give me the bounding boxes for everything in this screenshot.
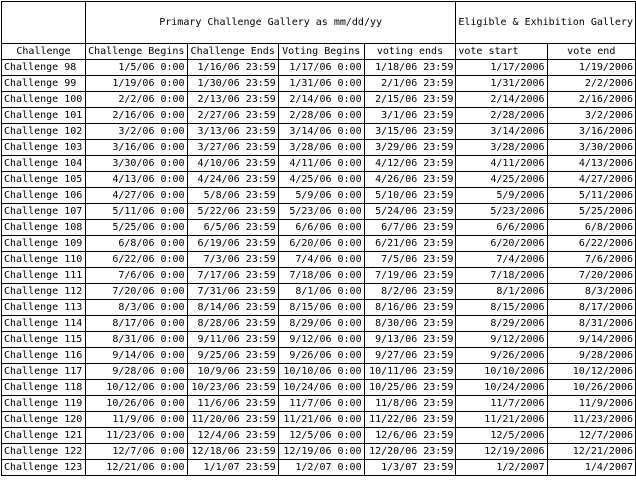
voting-begins-cell: 11/7/06 0:00 xyxy=(278,396,364,412)
voting-ends-cell: 11/22/06 23:59 xyxy=(364,412,456,428)
challenge-name-cell: Challenge 101 xyxy=(2,108,86,124)
voting-ends-cell: 7/19/06 23:59 xyxy=(364,268,456,284)
vote-start-cell: 3/28/2006 xyxy=(456,140,547,156)
vote-start-cell: 10/24/2006 xyxy=(456,380,547,396)
challenge-ends-cell: 1/1/07 23:59 xyxy=(187,460,278,476)
challenge-name-cell: Challenge 109 xyxy=(2,236,86,252)
group-header-row xyxy=(2,2,636,44)
column-header-row xyxy=(2,44,636,60)
vote-end-cell: 9/28/2006 xyxy=(547,348,635,364)
vote-start-cell: 1/31/2006 xyxy=(456,76,547,92)
challenge-ends-cell: 1/30/06 23:59 xyxy=(187,76,278,92)
table-row xyxy=(2,364,636,380)
voting-begins-cell: 11/21/06 0:00 xyxy=(278,412,364,428)
challenge-ends-cell: 9/25/06 23:59 xyxy=(187,348,278,364)
table-row xyxy=(2,268,636,284)
challenge-ends-cell: 4/24/06 23:59 xyxy=(187,172,278,188)
challenge-begins-cell: 4/27/06 0:00 xyxy=(85,188,187,204)
challenge-begins-cell: 7/20/06 0:00 xyxy=(85,284,187,300)
vote-end-cell: 3/16/2006 xyxy=(547,124,635,140)
voting-ends-cell: 3/29/06 23:59 xyxy=(364,140,456,156)
voting-ends-cell: 3/15/06 23:59 xyxy=(364,124,456,140)
vote-start-cell: 1/17/2006 xyxy=(456,60,547,76)
vote-start-cell: 8/15/2006 xyxy=(456,300,547,316)
table-row xyxy=(2,284,636,300)
vote-end-cell: 8/3/2006 xyxy=(547,284,635,300)
vote-end-cell: 12/7/2006 xyxy=(547,428,635,444)
challenge-name-cell: Challenge 115 xyxy=(2,332,86,348)
voting-begins-cell: 1/31/06 0:00 xyxy=(278,76,364,92)
challenge-name-cell: Challenge 103 xyxy=(2,140,86,156)
challenge-schedule-table xyxy=(1,1,636,476)
voting-begins-cell: 8/29/06 0:00 xyxy=(278,316,364,332)
voting-ends-cell: 8/30/06 23:59 xyxy=(364,316,456,332)
challenge-name-cell: Challenge 100 xyxy=(2,92,86,108)
challenge-ends-cell: 10/23/06 23:59 xyxy=(187,380,278,396)
voting-ends-cell: 4/12/06 23:59 xyxy=(364,156,456,172)
voting-begins-cell: 1/17/06 0:00 xyxy=(278,60,364,76)
voting-ends-cell: 2/1/06 23:59 xyxy=(364,76,456,92)
voting-ends-cell: 12/20/06 23:59 xyxy=(364,444,456,460)
vote-end-cell: 2/16/2006 xyxy=(547,92,635,108)
challenge-begins-cell: 9/28/06 0:00 xyxy=(85,364,187,380)
table-row xyxy=(2,396,636,412)
voting-ends-cell: 4/26/06 23:59 xyxy=(364,172,456,188)
voting-begins-cell: 12/19/06 0:00 xyxy=(278,444,364,460)
table-row xyxy=(2,332,636,348)
vote-start-cell: 5/23/2006 xyxy=(456,204,547,220)
voting-ends-cell: 10/11/06 23:59 xyxy=(364,364,456,380)
voting-begins-cell: 8/15/06 0:00 xyxy=(278,300,364,316)
voting-ends-cell: 1/3/07 23:59 xyxy=(364,460,456,476)
table-row xyxy=(2,252,636,268)
vote-start-cell: 4/11/2006 xyxy=(456,156,547,172)
challenge-name-cell: Challenge 118 xyxy=(2,380,86,396)
challenge-ends-cell: 11/6/06 23:59 xyxy=(187,396,278,412)
challenge-name-cell: Challenge 111 xyxy=(2,268,86,284)
vote-start-cell: 9/12/2006 xyxy=(456,332,547,348)
challenge-name-cell: Challenge 105 xyxy=(2,172,86,188)
challenge-ends-cell: 5/8/06 23:59 xyxy=(187,188,278,204)
challenge-begins-cell: 9/14/06 0:00 xyxy=(85,348,187,364)
col-header-vote-start: vote start xyxy=(456,44,547,60)
vote-start-cell: 10/10/2006 xyxy=(456,364,547,380)
vote-start-cell: 3/14/2006 xyxy=(456,124,547,140)
challenge-begins-cell: 3/16/06 0:00 xyxy=(85,140,187,156)
table-row xyxy=(2,108,636,124)
challenge-ends-cell: 5/22/06 23:59 xyxy=(187,204,278,220)
voting-ends-cell: 5/10/06 23:59 xyxy=(364,188,456,204)
table-row xyxy=(2,316,636,332)
challenge-name-cell: Challenge 121 xyxy=(2,428,86,444)
vote-end-cell: 8/17/2006 xyxy=(547,300,635,316)
challenge-ends-cell: 12/4/06 23:59 xyxy=(187,428,278,444)
table-row xyxy=(2,380,636,396)
table-row xyxy=(2,172,636,188)
vote-start-cell: 7/4/2006 xyxy=(456,252,547,268)
challenge-begins-cell: 2/16/06 0:00 xyxy=(85,108,187,124)
challenge-name-cell: Challenge 114 xyxy=(2,316,86,332)
voting-ends-cell: 1/18/06 23:59 xyxy=(364,60,456,76)
table-row xyxy=(2,188,636,204)
voting-begins-cell: 10/24/06 0:00 xyxy=(278,380,364,396)
challenge-name-cell: Challenge 116 xyxy=(2,348,86,364)
primary-gallery-header: Primary Challenge Gallery as mm/dd/yy xyxy=(85,2,455,44)
col-header-voting-begins: Voting Begins xyxy=(278,44,364,60)
challenge-begins-cell: 2/2/06 0:00 xyxy=(85,92,187,108)
voting-ends-cell: 12/6/06 23:59 xyxy=(364,428,456,444)
challenge-ends-cell: 10/9/06 23:59 xyxy=(187,364,278,380)
table-row xyxy=(2,92,636,108)
voting-ends-cell: 11/8/06 23:59 xyxy=(364,396,456,412)
challenge-begins-cell: 11/9/06 0:00 xyxy=(85,412,187,428)
challenge-ends-cell: 3/27/06 23:59 xyxy=(187,140,278,156)
challenge-ends-cell: 2/27/06 23:59 xyxy=(187,108,278,124)
vote-end-cell: 10/26/2006 xyxy=(547,380,635,396)
challenge-name-cell: Challenge 119 xyxy=(2,396,86,412)
challenge-begins-cell: 8/3/06 0:00 xyxy=(85,300,187,316)
challenge-begins-cell: 7/6/06 0:00 xyxy=(85,268,187,284)
challenge-begins-cell: 6/8/06 0:00 xyxy=(85,236,187,252)
vote-start-cell: 12/19/2006 xyxy=(456,444,547,460)
challenge-name-cell: Challenge 110 xyxy=(2,252,86,268)
voting-begins-cell: 3/14/06 0:00 xyxy=(278,124,364,140)
vote-start-cell: 11/21/2006 xyxy=(456,412,547,428)
challenge-ends-cell: 7/17/06 23:59 xyxy=(187,268,278,284)
challenge-begins-cell: 1/5/06 0:00 xyxy=(85,60,187,76)
challenge-begins-cell: 6/22/06 0:00 xyxy=(85,252,187,268)
vote-end-cell: 7/6/2006 xyxy=(547,252,635,268)
voting-ends-cell: 7/5/06 23:59 xyxy=(364,252,456,268)
challenge-begins-cell: 11/23/06 0:00 xyxy=(85,428,187,444)
vote-end-cell: 10/12/2006 xyxy=(547,364,635,380)
vote-start-cell: 8/1/2006 xyxy=(456,284,547,300)
voting-ends-cell: 6/21/06 23:59 xyxy=(364,236,456,252)
voting-ends-cell: 5/24/06 23:59 xyxy=(364,204,456,220)
voting-begins-cell: 3/28/06 0:00 xyxy=(278,140,364,156)
vote-start-cell: 12/5/2006 xyxy=(456,428,547,444)
table-row xyxy=(2,236,636,252)
col-header-vote-end: vote end xyxy=(547,44,635,60)
voting-ends-cell: 10/25/06 23:59 xyxy=(364,380,456,396)
col-header-voting-ends: voting ends xyxy=(364,44,456,60)
vote-end-cell: 11/9/2006 xyxy=(547,396,635,412)
challenge-ends-cell: 7/31/06 23:59 xyxy=(187,284,278,300)
voting-ends-cell: 8/2/06 23:59 xyxy=(364,284,456,300)
voting-begins-cell: 9/12/06 0:00 xyxy=(278,332,364,348)
challenge-ends-cell: 8/28/06 23:59 xyxy=(187,316,278,332)
vote-start-cell: 6/6/2006 xyxy=(456,220,547,236)
voting-begins-cell: 8/1/06 0:00 xyxy=(278,284,364,300)
challenge-ends-cell: 8/14/06 23:59 xyxy=(187,300,278,316)
challenge-begins-cell: 1/19/06 0:00 xyxy=(85,76,187,92)
challenge-name-cell: Challenge 117 xyxy=(2,364,86,380)
challenge-ends-cell: 9/11/06 23:59 xyxy=(187,332,278,348)
challenge-begins-cell: 8/31/06 0:00 xyxy=(85,332,187,348)
vote-end-cell: 4/13/2006 xyxy=(547,156,635,172)
table-row xyxy=(2,156,636,172)
vote-end-cell: 8/31/2006 xyxy=(547,316,635,332)
table-row xyxy=(2,428,636,444)
table-row xyxy=(2,204,636,220)
voting-begins-cell: 4/25/06 0:00 xyxy=(278,172,364,188)
challenge-ends-cell: 6/5/06 23:59 xyxy=(187,220,278,236)
challenge-name-cell: Challenge 113 xyxy=(2,300,86,316)
eligible-gallery-header: Eligible & Exhibition Gallery xyxy=(456,2,636,44)
challenge-ends-cell: 11/20/06 23:59 xyxy=(187,412,278,428)
challenge-ends-cell: 2/13/06 23:59 xyxy=(187,92,278,108)
challenge-ends-cell: 4/10/06 23:59 xyxy=(187,156,278,172)
challenge-begins-cell: 3/30/06 0:00 xyxy=(85,156,187,172)
table-row xyxy=(2,444,636,460)
vote-end-cell: 5/25/2006 xyxy=(547,204,635,220)
voting-ends-cell: 9/13/06 23:59 xyxy=(364,332,456,348)
voting-begins-cell: 7/4/06 0:00 xyxy=(278,252,364,268)
vote-end-cell: 6/22/2006 xyxy=(547,236,635,252)
vote-start-cell: 2/14/2006 xyxy=(456,92,547,108)
col-header-challenge-begins: Challenge Begins xyxy=(85,44,187,60)
challenge-name-cell: Challenge 104 xyxy=(2,156,86,172)
voting-ends-cell: 2/15/06 23:59 xyxy=(364,92,456,108)
challenge-begins-cell: 5/11/06 0:00 xyxy=(85,204,187,220)
challenge-name-cell: Challenge 123 xyxy=(2,460,86,476)
vote-end-cell: 7/20/2006 xyxy=(547,268,635,284)
vote-end-cell: 12/21/2006 xyxy=(547,444,635,460)
table-row xyxy=(2,300,636,316)
challenge-begins-cell: 12/7/06 0:00 xyxy=(85,444,187,460)
challenge-ends-cell: 7/3/06 23:59 xyxy=(187,252,278,268)
voting-begins-cell: 1/2/07 0:00 xyxy=(278,460,364,476)
voting-ends-cell: 9/27/06 23:59 xyxy=(364,348,456,364)
voting-ends-cell: 8/16/06 23:59 xyxy=(364,300,456,316)
vote-end-cell: 5/11/2006 xyxy=(547,188,635,204)
challenge-name-cell: Challenge 122 xyxy=(2,444,86,460)
vote-start-cell: 6/20/2006 xyxy=(456,236,547,252)
vote-end-cell: 3/2/2006 xyxy=(547,108,635,124)
col-header-challenge-ends: Challenge Ends xyxy=(187,44,278,60)
vote-end-cell: 11/23/2006 xyxy=(547,412,635,428)
challenge-name-cell: Challenge 102 xyxy=(2,124,86,140)
challenge-name-cell: Challenge 99 xyxy=(2,76,86,92)
vote-end-cell: 4/27/2006 xyxy=(547,172,635,188)
table-row xyxy=(2,412,636,428)
table-row xyxy=(2,348,636,364)
voting-begins-cell: 2/28/06 0:00 xyxy=(278,108,364,124)
challenge-ends-cell: 1/16/06 23:59 xyxy=(187,60,278,76)
voting-begins-cell: 6/6/06 0:00 xyxy=(278,220,364,236)
challenge-ends-cell: 12/18/06 23:59 xyxy=(187,444,278,460)
vote-start-cell: 2/28/2006 xyxy=(456,108,547,124)
challenge-begins-cell: 3/2/06 0:00 xyxy=(85,124,187,140)
challenge-name-cell: Challenge 98 xyxy=(2,60,86,76)
challenge-begins-cell: 10/26/06 0:00 xyxy=(85,396,187,412)
table-row xyxy=(2,220,636,236)
challenge-name-cell: Challenge 120 xyxy=(2,412,86,428)
blank-header-cell xyxy=(2,2,86,44)
voting-begins-cell: 10/10/06 0:00 xyxy=(278,364,364,380)
challenge-begins-cell: 5/25/06 0:00 xyxy=(85,220,187,236)
voting-begins-cell: 9/26/06 0:00 xyxy=(278,348,364,364)
table-row xyxy=(2,460,636,476)
challenge-begins-cell: 10/12/06 0:00 xyxy=(85,380,187,396)
voting-begins-cell: 5/9/06 0:00 xyxy=(278,188,364,204)
vote-end-cell: 1/19/2006 xyxy=(547,60,635,76)
vote-end-cell: 2/2/2006 xyxy=(547,76,635,92)
challenge-begins-cell: 12/21/06 0:00 xyxy=(85,460,187,476)
vote-start-cell: 4/25/2006 xyxy=(456,172,547,188)
challenge-ends-cell: 3/13/06 23:59 xyxy=(187,124,278,140)
vote-start-cell: 1/2/2007 xyxy=(456,460,547,476)
voting-begins-cell: 12/5/06 0:00 xyxy=(278,428,364,444)
challenge-name-cell: Challenge 107 xyxy=(2,204,86,220)
vote-end-cell: 6/8/2006 xyxy=(547,220,635,236)
col-header-challenge: Challenge xyxy=(2,44,86,60)
challenge-ends-cell: 6/19/06 23:59 xyxy=(187,236,278,252)
vote-start-cell: 5/9/2006 xyxy=(456,188,547,204)
voting-ends-cell: 3/1/06 23:59 xyxy=(364,108,456,124)
challenge-begins-cell: 8/17/06 0:00 xyxy=(85,316,187,332)
voting-begins-cell: 6/20/06 0:00 xyxy=(278,236,364,252)
voting-begins-cell: 5/23/06 0:00 xyxy=(278,204,364,220)
voting-ends-cell: 6/7/06 23:59 xyxy=(364,220,456,236)
vote-end-cell: 3/30/2006 xyxy=(547,140,635,156)
vote-start-cell: 7/18/2006 xyxy=(456,268,547,284)
voting-begins-cell: 2/14/06 0:00 xyxy=(278,92,364,108)
vote-end-cell: 9/14/2006 xyxy=(547,332,635,348)
challenge-begins-cell: 4/13/06 0:00 xyxy=(85,172,187,188)
vote-start-cell: 8/29/2006 xyxy=(456,316,547,332)
vote-start-cell: 11/7/2006 xyxy=(456,396,547,412)
table-row xyxy=(2,124,636,140)
challenge-name-cell: Challenge 106 xyxy=(2,188,86,204)
vote-end-cell: 1/4/2007 xyxy=(547,460,635,476)
challenge-name-cell: Challenge 112 xyxy=(2,284,86,300)
table-row xyxy=(2,60,636,76)
table-row xyxy=(2,140,636,156)
challenge-name-cell: Challenge 108 xyxy=(2,220,86,236)
vote-start-cell: 9/26/2006 xyxy=(456,348,547,364)
voting-begins-cell: 7/18/06 0:00 xyxy=(278,268,364,284)
voting-begins-cell: 4/11/06 0:00 xyxy=(278,156,364,172)
table-row xyxy=(2,76,636,92)
